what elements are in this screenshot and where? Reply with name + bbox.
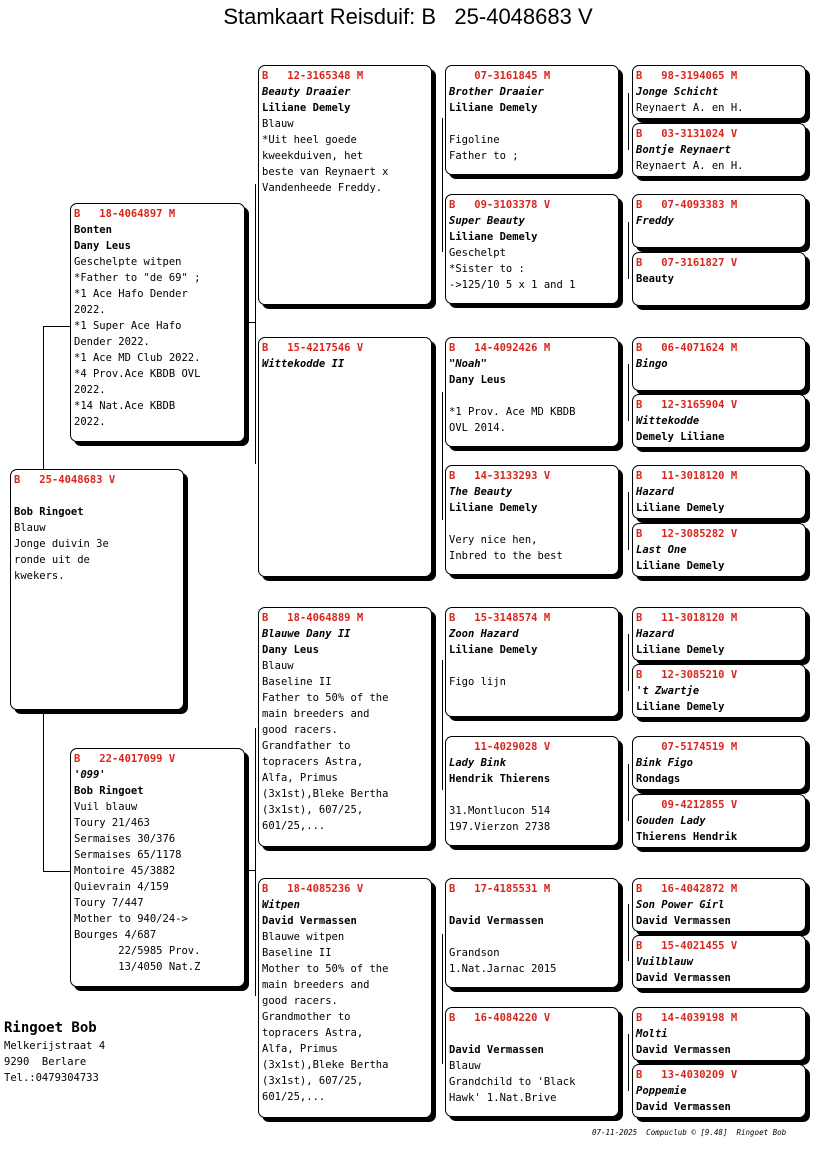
pedigree-line: beste van Reynaert x <box>262 166 389 178</box>
pedigree-line: Beauty Draaier <box>262 86 351 98</box>
ring-number: B 15-4217546 V <box>262 342 364 354</box>
pedigree-line: Zoon Hazard <box>449 628 519 640</box>
ggp-card-fmf[interactable] <box>445 337 619 447</box>
pedigree-line <box>449 388 615 404</box>
owner-street: Melkerijstraat 4 <box>4 1040 106 1052</box>
pedigree-line: 13/4050 Nat.Z <box>74 961 201 973</box>
ring-number: B 12-3165904 V <box>636 399 738 411</box>
ring-number: B 15-4021455 V <box>636 940 738 952</box>
pedigree-line: good racers. <box>262 995 338 1007</box>
connector-line <box>628 492 629 550</box>
connector-line <box>442 660 443 790</box>
pedigree-line: Hawk' 1.Nat.Brive <box>449 1092 557 1104</box>
pedigree-line: Alfa, Primus <box>262 772 338 784</box>
pedigree-line: Molti <box>636 1028 668 1040</box>
paternal-grandfather-card[interactable] <box>258 65 432 305</box>
connector-line <box>442 392 443 520</box>
pedigree-line: Baseline II <box>262 676 332 688</box>
pedigree-line <box>449 897 615 913</box>
pedigree-line: Witpen <box>262 899 300 911</box>
ring-number: B 14-3133293 V <box>449 470 551 482</box>
pedigree-line: '099' <box>74 769 106 781</box>
pedigree-line <box>449 787 615 803</box>
connector-line <box>43 326 71 327</box>
pedigree-line: Baseline II <box>262 947 332 959</box>
ring-number: B 11-3018120 M <box>636 612 738 624</box>
pedigree-line: topracers Astra, <box>262 1027 364 1039</box>
pedigree-line: *1 Prov. Ace MD KBDB <box>449 406 576 418</box>
ring-number: B 12-3085210 V <box>636 669 738 681</box>
father-card[interactable] <box>70 203 245 442</box>
connector-line <box>628 93 629 150</box>
pedigree-line: *Uit heel goede <box>262 134 357 146</box>
pedigree-line: Thierens Hendrik <box>636 831 738 843</box>
pedigree-line: Figoline <box>449 134 500 146</box>
pedigree-line: Liliane Demely <box>449 231 538 243</box>
pedigree-line: ronde uit de <box>14 554 90 566</box>
pedigree-line <box>449 116 615 132</box>
connector-line <box>248 870 256 871</box>
pedigree-line: Jonge duivin 3e <box>14 538 109 550</box>
pedigree-line: Mother to 50% of the <box>262 963 389 975</box>
ring-number: B 07-3161827 V <box>636 257 738 269</box>
pedigree-line: Father to 50% of the <box>262 692 389 704</box>
pedigree-line: Geschelpt <box>449 247 506 259</box>
pedigree-line: David Vermassen <box>636 972 731 984</box>
pedigree-line: kwekers. <box>14 570 65 582</box>
ggp-card-mfm[interactable] <box>445 736 619 846</box>
owner-city: 9290 Berlare <box>4 1056 87 1068</box>
pedigree-line: Liliane Demely <box>636 560 725 572</box>
pedigree-line: 't Zwartje <box>636 685 700 697</box>
pedigree-line: Montoire 45/3882 <box>74 865 176 877</box>
pedigree-line: *Sister to : <box>449 263 525 275</box>
gggp-card-fmmm[interactable] <box>632 523 806 577</box>
pedigree-line: 22/5985 Prov. <box>74 945 201 957</box>
pedigree-line: David Vermassen <box>262 915 357 927</box>
pedigree-line: Dender 2022. <box>74 336 150 348</box>
pedigree-line: (3x1st),Bleke Bertha <box>262 1059 389 1071</box>
pedigree-line: Mother to 940/24-> <box>74 913 188 925</box>
pedigree-line: Liliane Demely <box>449 644 538 656</box>
gggp-card-mmff[interactable] <box>632 878 806 932</box>
paternal-grandmother-card[interactable] <box>258 337 432 577</box>
connector-line <box>628 764 629 821</box>
pedigree-line: Gouden Lady <box>636 815 706 827</box>
pedigree-line: Son Power Girl <box>636 899 725 911</box>
pedigree-line: Super Beauty <box>449 215 525 227</box>
ring-number: B 07-4093383 M <box>636 199 738 211</box>
footer-credits: 07-11-2025 Compuclub © [9.48] Ringoet Bob <box>592 1128 787 1137</box>
pedigree-line: Bink Figo <box>636 757 693 769</box>
page-title: Stamkaart Reisduif: B 25-4048683 V <box>223 4 593 29</box>
pedigree-line: Liliane Demely <box>636 644 725 656</box>
pedigree-line: Inbred to the best <box>449 550 563 562</box>
pedigree-line: Blauwe witpen <box>262 931 345 943</box>
ring-number: B 12-3165348 M <box>262 70 364 82</box>
pedigree-line: Liliane Demely <box>636 701 725 713</box>
pedigree-line: 1.Nat.Jarnac 2015 <box>449 963 557 975</box>
pedigree-line: "Noah" <box>449 358 487 370</box>
ring-number: B 14-4092426 M <box>449 342 551 354</box>
pedigree-line: (3x1st), 607/25, <box>262 1075 364 1087</box>
ring-number: B 06-4071624 M <box>636 342 738 354</box>
pedigree-line: ->125/10 5 x 1 and 1 <box>449 279 576 291</box>
pedigree-line: Brother Draaier <box>449 86 544 98</box>
ring-number: 07-3161845 M <box>449 70 551 82</box>
connector-line <box>43 326 44 469</box>
pedigree-line: Wittekodde II <box>262 358 345 370</box>
gggp-card-mffm[interactable] <box>632 664 806 718</box>
ring-number: B 09-3103378 V <box>449 199 551 211</box>
pedigree-line: kweekduiven, het <box>262 150 364 162</box>
pedigree-line: Rondags <box>636 773 681 785</box>
pedigree-line: David Vermassen <box>636 1101 731 1113</box>
pedigree-line: Vandenheede Freddy. <box>262 182 383 194</box>
pedigree-line: topracers Astra, <box>262 756 364 768</box>
gggp-card-ffmf[interactable] <box>632 194 806 248</box>
gggp-card-mfmm[interactable] <box>632 794 806 848</box>
pedigree-line <box>449 516 615 532</box>
pedigree-line: Dany Leus <box>74 240 131 252</box>
pedigree-line: 31.Montlucon 514 <box>449 805 551 817</box>
pedigree-line: Demely Liliane <box>636 431 725 443</box>
pedigree-line: *1 Ace Hafo Dender <box>74 288 188 300</box>
pedigree-line: Hazard <box>636 628 674 640</box>
gggp-card-fmmf[interactable] <box>632 465 806 519</box>
connector-line <box>43 712 44 872</box>
pedigree-line <box>449 658 615 674</box>
pedigree-line: main breeders and <box>262 708 370 720</box>
pedigree-line: Blauw <box>262 660 294 672</box>
pedigree-line <box>449 1026 615 1042</box>
pedigree-line: David Vermassen <box>449 915 544 927</box>
pedigree-line: Grandson <box>449 947 500 959</box>
owner-name: Ringoet Bob <box>4 1020 97 1036</box>
pedigree-line <box>14 488 180 504</box>
pedigree-line: 2022. <box>74 384 106 396</box>
pedigree-line: Very nice hen, <box>449 534 538 546</box>
ggp-card-ffm[interactable] <box>445 194 619 304</box>
ring-number: B 16-4042872 M <box>636 883 738 895</box>
connector-line <box>43 871 71 872</box>
gggp-card-mmmm[interactable] <box>632 1064 806 1118</box>
pedigree-line: David Vermassen <box>449 1044 544 1056</box>
pedigree-line: Wittekodde <box>636 415 700 427</box>
pedigree-line: Blauw <box>262 118 294 130</box>
pedigree-line: 197.Vierzon 2738 <box>449 821 551 833</box>
pedigree-line: Bingo <box>636 358 668 370</box>
ring-number: 09-4212855 V <box>636 799 738 811</box>
pedigree-line: *1 Super Ace Hafo <box>74 320 182 332</box>
ring-number: B 13-4030209 V <box>636 1069 738 1081</box>
gggp-card-ffmm[interactable] <box>632 252 806 306</box>
pedigree-line: Sermaises 65/1178 <box>74 849 182 861</box>
ring-number: B 12-3085282 V <box>636 528 738 540</box>
pedigree-line: OVL 2014. <box>449 422 506 434</box>
pedigree-line: Lady Bink <box>449 757 506 769</box>
pedigree-line: good racers. <box>262 724 338 736</box>
ring-number: B 14-4039198 M <box>636 1012 738 1024</box>
pedigree-line: David Vermassen <box>636 1044 731 1056</box>
pedigree-line: Hazard <box>636 486 674 498</box>
owner-phone: Tel.:0479304733 <box>4 1072 99 1084</box>
pedigree-line: Blauwe Dany II <box>262 628 351 640</box>
gggp-card-fmff[interactable] <box>632 337 806 391</box>
connector-line <box>628 1034 629 1091</box>
gggp-card-mfmf[interactable] <box>632 736 806 790</box>
ring-number: B 22-4017099 V <box>74 753 176 765</box>
pedigree-line: Figo lijn <box>449 676 506 688</box>
pedigree-line: Bontje Reynaert <box>636 144 731 156</box>
ggp-card-fmm[interactable] <box>445 465 619 575</box>
pedigree-line: Sermaises 30/376 <box>74 833 176 845</box>
gggp-card-fmfm[interactable] <box>632 394 806 448</box>
pedigree-line: 2022. <box>74 304 106 316</box>
ggp-card-fff[interactable] <box>445 65 619 175</box>
owner-block <box>4 1018 105 1086</box>
pedigree-line: (3x1st), 607/25, <box>262 804 364 816</box>
pedigree-line: *1 Ace MD Club 2022. <box>74 352 201 364</box>
pedigree-line: Grandmother to <box>262 1011 351 1023</box>
connector-line <box>255 184 256 464</box>
pedigree-line: Jonge Schicht <box>636 86 719 98</box>
pedigree-line: Liliane Demely <box>449 102 538 114</box>
pedigree-line: Vuil blauw <box>74 801 138 813</box>
ring-number: B 03-3131024 V <box>636 128 738 140</box>
pedigree-line: Freddy <box>636 215 674 227</box>
gggp-card-mfff[interactable] <box>632 607 806 661</box>
pedigree-line: 601/25,... <box>262 820 326 832</box>
pedigree-line <box>449 929 615 945</box>
connector-line <box>442 118 443 252</box>
connector-line <box>248 322 256 323</box>
connector-line <box>628 634 629 691</box>
ring-number: B 16-4084220 V <box>449 1012 551 1024</box>
pedigree-line: *4 Prov.Ace KBDB OVL <box>74 368 201 380</box>
pedigree-line: 601/25,... <box>262 1091 326 1103</box>
pedigree-line: Hendrik Thierens <box>449 773 551 785</box>
ggp-card-mff[interactable] <box>445 607 619 717</box>
pedigree-line: Dany Leus <box>262 644 319 656</box>
pedigree-line: Blauw <box>449 1060 481 1072</box>
pedigree-line: *14 Nat.Ace KBDB <box>74 400 176 412</box>
pedigree-line: Grandfather to <box>262 740 351 752</box>
pedigree-line: 2022. <box>74 416 106 428</box>
gggp-card-mmmf[interactable] <box>632 1007 806 1061</box>
pedigree-line: main breeders and <box>262 979 370 991</box>
ring-number: 07-5174519 M <box>636 741 738 753</box>
pedigree-line: Reynaert A. en H. <box>636 160 744 172</box>
gggp-card-fffm[interactable] <box>632 123 806 177</box>
pedigree-line: Grandchild to 'Black <box>449 1076 576 1088</box>
pedigree-line: Liliane Demely <box>262 102 351 114</box>
pedigree-line: Bob Ringoet <box>74 785 144 797</box>
pedigree-line: Liliane Demely <box>449 502 538 514</box>
pedigree-line: Bonten <box>74 224 112 236</box>
pedigree-line: Geschelpte witpen <box>74 256 182 268</box>
pedigree-line: The Beauty <box>449 486 513 498</box>
pedigree-line: Toury 7/447 <box>74 897 144 909</box>
maternal-grandfather-card[interactable] <box>258 607 432 847</box>
pedigree-line: Poppemie <box>636 1085 687 1097</box>
ring-number: B 11-3018120 M <box>636 470 738 482</box>
connector-line <box>628 222 629 279</box>
pedigree-line: Liliane Demely <box>636 502 725 514</box>
pedigree-line: Blauw <box>14 522 46 534</box>
gggp-card-mmfm[interactable] <box>632 935 806 989</box>
pedigree-line: Reynaert A. en H. <box>636 102 744 114</box>
ring-number: B 18-4064889 M <box>262 612 364 624</box>
subject-pigeon-card[interactable] <box>10 469 184 710</box>
maternal-grandmother-card[interactable] <box>258 878 432 1118</box>
pedigree-line: *Father to "de 69" ; <box>74 272 201 284</box>
ring-number: B 18-4064897 M <box>74 208 176 220</box>
ring-number: B 98-3194065 M <box>636 70 738 82</box>
pedigree-line: Bob Ringoet <box>14 506 84 518</box>
pedigree-line: Beauty <box>636 273 674 285</box>
ring-number: 11-4029028 V <box>449 741 551 753</box>
connector-line <box>628 364 629 421</box>
pedigree-line: (3x1st),Bleke Bertha <box>262 788 389 800</box>
connector-line <box>442 934 443 1064</box>
mother-card[interactable] <box>70 748 245 987</box>
ring-number: B 17-4185531 M <box>449 883 551 895</box>
pedigree-line: Father to ; <box>449 150 519 162</box>
pedigree-line: Bourges 4/687 <box>74 929 157 941</box>
gggp-card-ffff[interactable] <box>632 65 806 119</box>
pedigree-line: Last One <box>636 544 687 556</box>
ggp-card-mmf[interactable] <box>445 878 619 988</box>
pedigree-line: David Vermassen <box>636 915 731 927</box>
ring-number: B 25-4048683 V <box>14 474 116 486</box>
connector-line <box>255 728 256 996</box>
ring-number: B 15-3148574 M <box>449 612 551 624</box>
pedigree-line: Alfa, Primus <box>262 1043 338 1055</box>
pedigree-line: Quievrain 4/159 <box>74 881 169 893</box>
ggp-card-mmm[interactable] <box>445 1007 619 1117</box>
pedigree-line: Dany Leus <box>449 374 506 386</box>
connector-line <box>628 904 629 961</box>
ring-number: B 18-4085236 V <box>262 883 364 895</box>
pedigree-line: Vuilblauw <box>636 956 693 968</box>
pedigree-line: Toury 21/463 <box>74 817 150 829</box>
